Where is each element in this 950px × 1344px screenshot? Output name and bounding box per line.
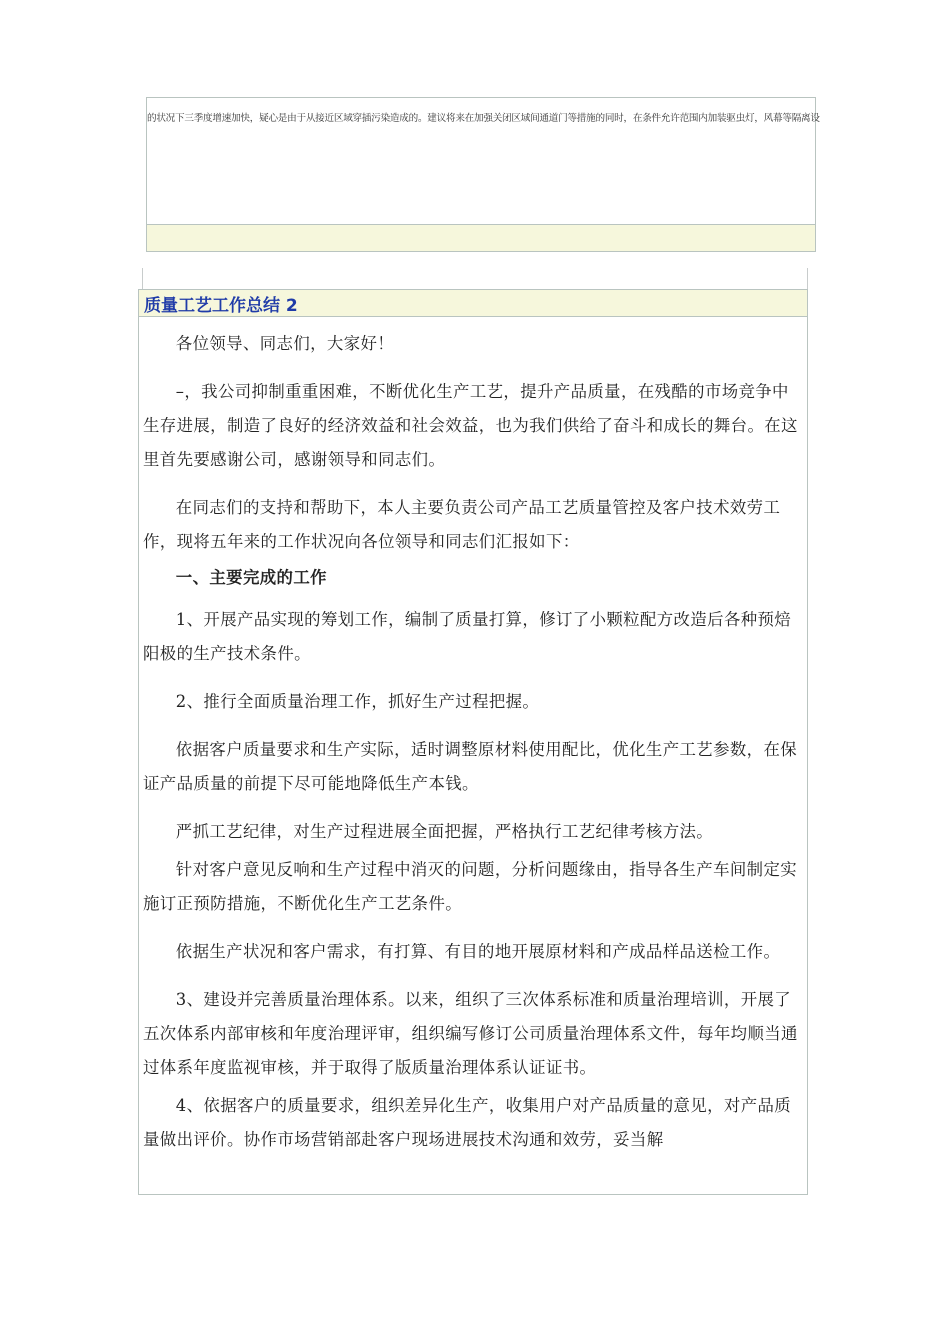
section-heading: 一、主要完成的工作 bbox=[175, 568, 327, 587]
item-paragraph: 依据生产状况和客户需求，有打算、有目的地开展原材料和产成品样品送检工作。 bbox=[175, 942, 781, 961]
previous-section-footer-band bbox=[147, 224, 815, 251]
overflow-text-line: 的状况下三季度增速加快，疑心是由于从接近区域穿插污染造成的。建议将来在加强关闭区域间通道门等措施的同时，在条件允许范围内加装驱虫灯，风幕等隔离设 bbox=[147, 113, 820, 124]
item-paragraph: 4、依据客户的质量要求，组织差异化生产，收集用户对产品质量的意见，对产品质量做出评价。协作市场营销部赴客户现场进展技术沟通和效劳，妥当解 bbox=[143, 1096, 792, 1149]
item-paragraph: 依据客户质量要求和生产实际，适时调整原材料使用配比，优化生产工艺参数，在保证产品质量的前提下尽可能地降低生产本钱。 bbox=[143, 740, 798, 793]
item-paragraph: 1、开展产品实现的筹划工作，编制了质量打算，修订了小颗粒配方改造后各种预焙阳极的生产技术条件。 bbox=[143, 610, 792, 663]
section-title: 质量工艺工作总结 2 bbox=[144, 295, 298, 316]
item-paragraph: 严抓工艺纪律，对生产过程进展全面把握，严格执行工艺纪律考核方法。 bbox=[175, 822, 714, 841]
greeting-paragraph: 各位领导、同志们，大家好！ bbox=[175, 334, 395, 353]
item-paragraph: 针对客户意见反响和生产过程中消灭的问题，分析问题缘由，指导各生产车间制定实施订正预防措施，不断优化生产工艺条件。 bbox=[143, 860, 798, 913]
report-paragraph: 在同志们的支持和帮助下，本人主要负责公司产品工艺质量管控及客户技术效劳工作，现将五年来的工作状况向各位领导和同志们汇报如下： bbox=[143, 498, 781, 551]
section-frame-connector bbox=[142, 268, 808, 290]
section-title-bar bbox=[139, 290, 807, 317]
item-paragraph: 3、建设并完善质量治理体系。以来，组织了三次体系标准和质量治理培训，开展了五次体系内部审核和年度治理评审，组织编写修订公司质量治理体系文件，每年均顺当通过体系年度监视审核，并于取得了版质量治理体系认证证书。 bbox=[143, 990, 798, 1077]
section-box bbox=[138, 289, 808, 1195]
intro-paragraph: –，我公司抑制重重困难，不断优化生产工艺，提升产品质量，在残酷的市场竞争中生存进展，制造了良好的经济效益和社会效益，也为我们供给了奋斗和成长的舞台。在这里首先要感谢公司，感谢领导和同志们。 bbox=[143, 382, 798, 469]
previous-section-box bbox=[146, 97, 820, 252]
item-paragraph: 2、推行全面质量治理工作，抓好生产过程把握。 bbox=[175, 692, 540, 711]
section-content bbox=[139, 317, 807, 1157]
